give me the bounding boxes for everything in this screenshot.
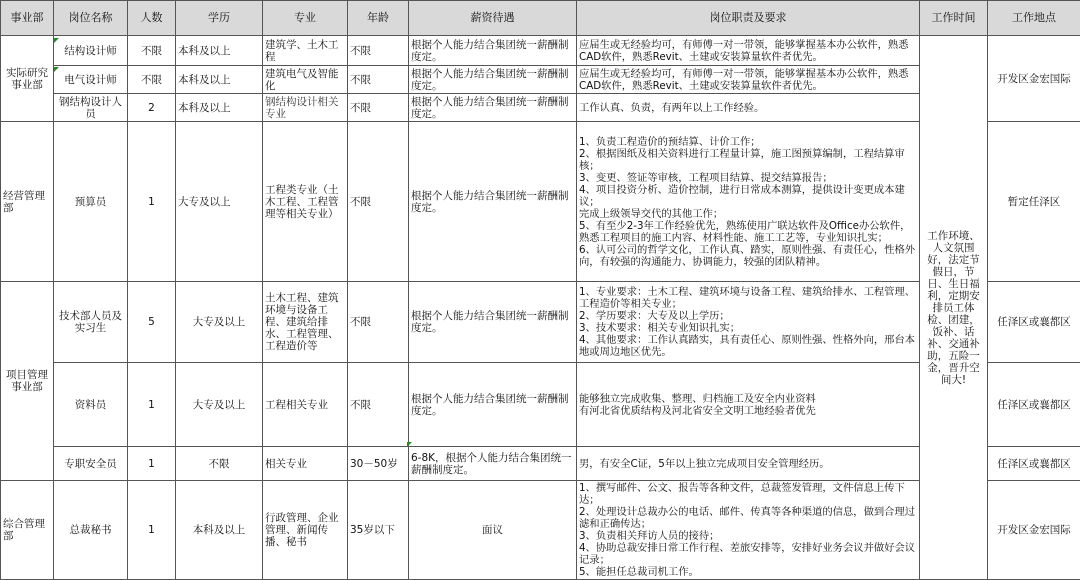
count-cell: 1 [128, 122, 176, 282]
header-edu: 学历 [176, 1, 263, 36]
position-cell: 专职安全员 [54, 447, 128, 481]
header-worktime: 工作时间 [920, 1, 988, 36]
location-cell: 任泽区或襄都区 [988, 447, 1080, 481]
major-cell: 工程类专业（土木工程、工程管理等相关专业） [263, 122, 348, 282]
age-cell: 不限 [348, 363, 409, 447]
salary-cell: 根据个人能力结合集团统一薪酬制度定。 [409, 66, 577, 94]
duty-cell: 1、负责工程造价的预结算、计价工作； 2、根据图纸及相关资料进行工程量计算，施工图预算编制，工程结算审核； 3、变更、签证等审核，工程项目结算、提交结算报告； 4、项目投资分析、造价控制，进行日常成本测算，提供设计变更成本建议； 完成上级领导交代的其他工作； 5、有至少2-3年工作经验优先，熟练使用广联达软件及Office办公软件，熟悉工程项目的施工内容、材料性能、施工工艺等，专业知识扎实； 6、认可公司的哲学文化，工作认真、踏实，原则性强、有责任心，性格外向，有较强的沟通能力、协调能力，较强的团队精神。 [577, 122, 920, 282]
edu-cell: 大专及以上 [176, 282, 263, 363]
major-cell: 建筑电气及智能化 [263, 66, 348, 94]
position-cell: 技术部人员及实习生 [54, 282, 128, 363]
table-row [1, 282, 1080, 363]
table-row [1, 94, 1080, 122]
major-cell: 行政管理、企业管理、新闻传播、秘书 [263, 481, 348, 580]
count-cell: 1 [128, 447, 176, 481]
edu-cell: 本科及以上 [176, 481, 263, 580]
position-cell: 结构设计师 [54, 36, 128, 66]
salary-cell: 6-8K，根据个人能力结合集团统一薪酬制度定。 [409, 447, 577, 481]
edu-cell: 本科及以上 [176, 94, 263, 122]
location-cell: 任泽区或襄都区 [988, 282, 1080, 363]
position-cell: 总裁秘书 [54, 481, 128, 580]
major-cell: 土木工程、建筑环境与设备工程、建筑给排水、工程管理、工程造价等 [263, 282, 348, 363]
header-duty: 岗位职责及要求 [577, 1, 920, 36]
age-cell: 不限 [348, 122, 409, 282]
worktime-cell: 工作环境、人文氛围好，法定节假日，节日、生日福利，定期安排员工体检、团建，饭补、话补、交通补助，五险一金，晋升空间大! [920, 36, 988, 580]
duty-cell: 应届生或无经验均可，有师傅一对一带领，能够掌握基本办公软件，熟悉CAD软件，熟悉Revit、土建或安装算量软件者优先。 [577, 36, 920, 66]
major-cell: 工程相关专业 [263, 363, 348, 447]
edu-cell: 不限 [176, 447, 263, 481]
count-cell: 1 [128, 481, 176, 580]
table-row [1, 363, 1080, 447]
header-dept: 事业部 [1, 1, 54, 36]
edu-cell: 本科及以上 [176, 36, 263, 66]
dept-cell: 实际研究事业部 [1, 36, 54, 122]
age-cell: 35岁以下 [348, 481, 409, 580]
location-cell: 暂定任泽区 [988, 122, 1080, 282]
table-row [1, 481, 1080, 580]
count-cell: 5 [128, 282, 176, 363]
header-count: 人数 [128, 1, 176, 36]
duty-cell: 1、专业要求：土木工程、建筑环境与设备工程、建筑给排水、工程管理、工程造价等相关专业； 2、学历要求：大专及以上学历； 3、技术要求：相关专业知识扎实； 4、其他要求：工作认真踏实，具有责任心、原则性强、性格外向，邢台本地或周边地区优先。 [577, 282, 920, 363]
duty-cell: 能够独立完成收集、整理、归档施工及安全内业资料 有河北省优质结构及河北省安全文明工地经验者优先 [577, 363, 920, 447]
count-cell: 不限 [128, 66, 176, 94]
salary-cell: 根据个人能力结合集团统一薪酬制度定。 [409, 363, 577, 447]
salary-cell: 根据个人能力结合集团统一薪酬制度定。 [409, 282, 577, 363]
table-row [1, 36, 1080, 66]
salary-cell: 面议 [409, 481, 577, 580]
duty-cell: 应届生或无经验均可，有师傅一对一带领，能够掌握基本办公软件，熟悉CAD软件，熟悉Revit、土建或安装算量软件者优先。 [577, 66, 920, 94]
location-cell: 开发区金宏国际 [988, 481, 1080, 580]
position-cell: 电气设计师 [54, 66, 128, 94]
dept-cell: 经营管理部 [1, 122, 54, 282]
header-salary: 薪资待遇 [409, 1, 577, 36]
count-cell: 1 [128, 363, 176, 447]
edu-cell: 本科及以上 [176, 66, 263, 94]
table-row [1, 447, 1080, 481]
header-position: 岗位名称 [54, 1, 128, 36]
position-cell: 钢结构设计人员 [54, 94, 128, 122]
comment-marker-icon [407, 442, 412, 447]
salary-cell: 根据个人能力结合集团统一薪酬制度定。 [409, 122, 577, 282]
duty-cell: 1、撰写邮件、公文、报告等各种文件，总裁签发管理，文件信息上传下达； 2、处理设计总裁办公的电话、邮件、传真等各种渠道的信息，做到合理过滤和正确传达； 3、负责相关拜访人员的接待； 4、协助总裁安排日常工作行程、差旅安排等，安排好业务会议并做好会议记录； 5、能担任总裁司机工作。 [577, 481, 920, 580]
position-cell: 资料员 [54, 363, 128, 447]
header-major: 专业 [263, 1, 348, 36]
age-cell: 30－50岁 [348, 447, 409, 481]
age-cell: 不限 [348, 66, 409, 94]
location-cell: 开发区金宏国际 [988, 36, 1080, 122]
salary-cell: 根据个人能力结合集团统一薪酬制度定。 [409, 36, 577, 66]
salary-cell: 根据个人能力结合集团统一薪酬制度定。 [409, 94, 577, 122]
header-location: 工作地点 [988, 1, 1080, 36]
header-row [1, 1, 1080, 36]
count-cell: 2 [128, 94, 176, 122]
comment-marker-icon [54, 67, 59, 72]
major-cell: 相关专业 [263, 447, 348, 481]
header-age: 年龄 [348, 1, 409, 36]
major-cell: 钢结构设计相关专业 [263, 94, 348, 122]
age-cell: 不限 [348, 36, 409, 66]
duty-cell: 工作认真、负责，有两年以上工作经验。 [577, 94, 920, 122]
major-cell: 建筑学、土木工程 [263, 36, 348, 66]
dept-cell: 项目管理事业部 [1, 282, 54, 481]
count-cell: 不限 [128, 36, 176, 66]
comment-marker-icon [54, 38, 59, 43]
duty-cell: 男，有安全C证，5年以上独立完成项目安全管理经历。 [577, 447, 920, 481]
table-row [1, 122, 1080, 282]
age-cell: 不限 [348, 282, 409, 363]
dept-cell: 综合管理部 [1, 481, 54, 580]
location-cell: 任泽区或襄都区 [988, 363, 1080, 447]
edu-cell: 大专及以上 [176, 122, 263, 282]
age-cell: 不限 [348, 94, 409, 122]
position-cell: 预算员 [54, 122, 128, 282]
edu-cell: 大专及以上 [176, 363, 263, 447]
table-row [1, 66, 1080, 94]
